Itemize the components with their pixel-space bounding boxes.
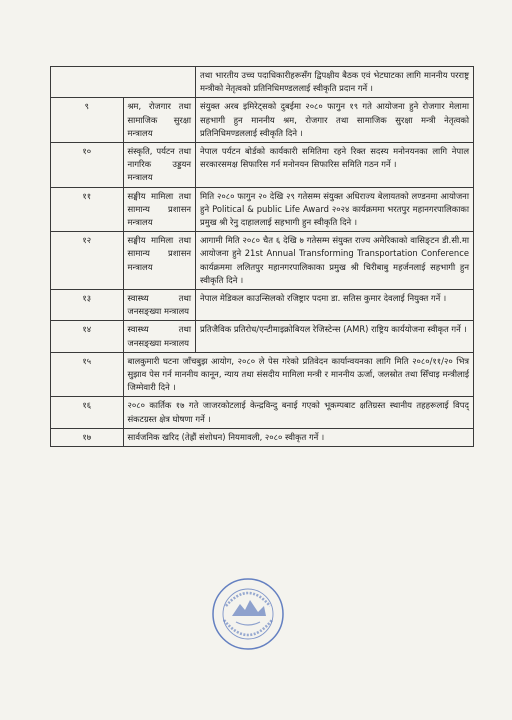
table-row	[51, 352, 474, 397]
table-row	[51, 232, 474, 290]
row-number: १०	[51, 143, 124, 188]
ministry-cell: सङ्घीय मामिला तथा सामान्य प्रशासन मन्त्रालय	[123, 232, 196, 290]
row-number: ११	[51, 187, 124, 232]
table-row	[51, 187, 474, 232]
table-row	[51, 67, 474, 98]
decision-cell: तथा भारतीय उच्च पदाधिकारीहरूसँग द्विपक्षीय बैठक एवं भेटघाटका लागि माननीय परराष्ट्र मन्त्रीको नेतृत्वको प्रतिनिधिमण्डललाई स्वीकृति प्रदान गर्ने ।	[196, 67, 474, 98]
row-number: १३	[51, 290, 124, 321]
ministry-cell: स्वास्थ्य तथा जनसङ्ख्या मन्त्रालय	[123, 321, 196, 352]
ministry-cell: संस्कृति, पर्यटन तथा नागरिक उड्डयन मन्त्रालय	[123, 143, 196, 188]
row-number: १७	[51, 428, 124, 446]
decisions-table	[50, 66, 474, 447]
table-row	[51, 143, 474, 188]
ministry-cell: स्वास्थ्य तथा जनसङ्ख्या मन्त्रालय	[123, 290, 196, 321]
decision-cell: नेपाल पर्यटन बोर्डको कार्यकारी समितिमा रहने रिक्त सदस्य मनोनयनका लागि नेपाल सरकारसमक्ष सिफारिस गर्न मनोनयन सिफारिस समिति गठन गर्ने ।	[196, 143, 474, 188]
row-number: ९	[51, 98, 124, 143]
row-number: १६	[51, 397, 124, 428]
office-seal-stamp	[210, 576, 286, 652]
decision-cell: संयुक्त अरब इमिरेट्सको दुबईमा २०८० फागुन १९ गते आयोजना हुने रोजगार मेलामा सहभागी हुन माननीय श्रम, रोजगार तथा सामाजिक सुरक्षा मन्त्री नेतृत्वको प्रतिनिधिमण्डललाई स्वीकृति दिने ।	[196, 98, 474, 143]
ministry-cell: सङ्घीय मामिला तथा सामान्य प्रशासन मन्त्रालय	[123, 187, 196, 232]
row-number: १४	[51, 321, 124, 352]
table-row	[51, 290, 474, 321]
blank-cell	[51, 67, 196, 98]
table-row	[51, 321, 474, 352]
table-row	[51, 98, 474, 143]
decision-cell: आगामी मिति २०८० चैत ६ देखि ७ गतेसम्म संयुक्त राज्य अमेरिकाको वासिङ्टन डी.सी.मा आयोजना हुने 21st Annual Transforming Transportation Conference कार्यक्रममा ललितपुर महानगरपालिकाका प्रमुख श्री चिरीबाबु महर्जनलाई सहभागी हुन स्वीकृति दिने ।	[196, 232, 474, 290]
decision-cell: बालकुमारी घटना जाँचबुझ आयोग, २०८० ले पेस गरेको प्रतिवेदन कार्यान्वयनका लागि मिति २०८०/११/२० भित्र सुझाव पेस गर्न माननीय कानून, न्याय तथा संसदीय मामिला मन्त्री र माननीय ऊर्जा, जलस्रोत तथा सिँचाइ मन्त्रीलाई जिम्मेवारी दिने ।	[123, 352, 474, 397]
decision-cell: नेपाल मेडिकल काउन्सिलको रजिष्ट्रार पदमा डा. सतिस कुमार देवलाई नियुक्त गर्ने ।	[196, 290, 474, 321]
row-number: १५	[51, 352, 124, 397]
table-row	[51, 397, 474, 428]
decision-cell: मिति २०८० फागुन २० देखि २९ गतेसम्म संयुक्त अधिराज्य बेलायतको लण्डनमा आयोजना हुने Political & public Life Award २०२४ कार्यक्रममा भरतपुर महानगरपालिकाका प्रमुख श्री रेनु दाहाललाई सहभागी हुन स्वीकृति दिने ।	[196, 187, 474, 232]
row-number: १२	[51, 232, 124, 290]
table-row	[51, 428, 474, 446]
decision-cell: प्रतिजैविक प्रतिरोध/एन्टीमाइक्रोबियल रेजिस्टेन्स (AMR) राष्ट्रिय कार्ययोजना स्वीकृत गर्ने ।	[196, 321, 474, 352]
decision-cell: सार्वजनिक खरिद (तेह्रौं संशोधन) नियमावली, २०८० स्वीकृत गर्ने ।	[123, 428, 474, 446]
decision-cell: २०८० कार्तिक १७ गते जाजरकोटलाई केन्द्रविन्दु बनाई गएको भूकम्पबाट क्षतिग्रस्त स्थानीय तहहरूलाई विपद् संकटग्रस्त क्षेत्र घोषणा गर्ने ।	[123, 397, 474, 428]
ministry-cell: श्रम, रोजगार तथा सामाजिक सुरक्षा मन्त्रालय	[123, 98, 196, 143]
